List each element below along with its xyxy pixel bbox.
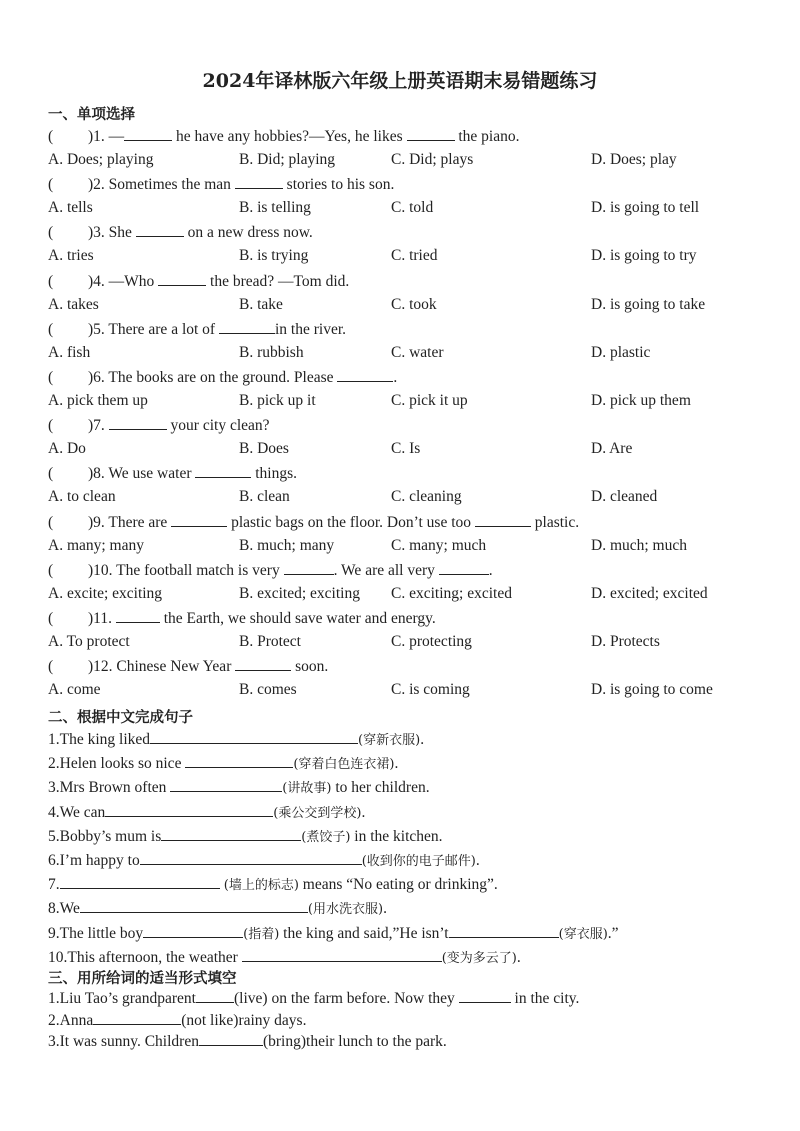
option-c[interactable]: C. pick it up <box>391 392 468 409</box>
answer-paren[interactable]: ( <box>48 272 54 290</box>
option-a[interactable]: A. takes <box>48 295 99 313</box>
answer-blank[interactable] <box>439 560 489 575</box>
answer-blank[interactable] <box>80 898 308 913</box>
answer-blank[interactable] <box>170 777 282 792</box>
question-stem <box>48 560 493 581</box>
option-a[interactable]: A. fish <box>48 343 91 361</box>
option-d[interactable]: D. Are <box>591 440 633 458</box>
answer-paren[interactable]: ( <box>48 128 54 145</box>
sentence-text: in the kitchen. <box>350 827 443 845</box>
sentence-text: . <box>394 755 399 773</box>
chinese-hint: (墙上的标志) <box>219 878 299 894</box>
sentence-text: . <box>383 900 387 918</box>
option-b[interactable]: B. comes <box>239 681 297 699</box>
question-text: )6. The books are on the ground. Please <box>88 369 338 386</box>
translate-sentence <box>48 729 424 751</box>
sentence-text: 5.Bobby’s mum is <box>48 827 162 845</box>
option-d[interactable]: D. cleaned <box>591 488 658 506</box>
answer-blank[interactable] <box>475 512 531 527</box>
option-d[interactable]: D. excited; excited <box>591 584 708 602</box>
answer-blank[interactable] <box>105 802 273 817</box>
answer-blank[interactable] <box>449 923 559 938</box>
page-title: 2024年译林版六年级上册英语期末易错题练习 <box>202 70 598 92</box>
option-d[interactable]: D. Does; play <box>591 151 677 168</box>
sentence-text: 6.I’m happy to <box>48 852 140 869</box>
sentence-text: 2.Helen looks so nice <box>48 755 186 773</box>
question-text: )5. There are a lot of <box>88 320 219 338</box>
option-a[interactable]: A. excite; exciting <box>48 584 163 602</box>
answer-blank[interactable] <box>109 415 167 430</box>
option-d[interactable]: D. much; much <box>591 536 687 554</box>
answer-blank[interactable] <box>407 126 455 141</box>
option-c[interactable]: C. tried <box>391 247 438 265</box>
translate-sentence <box>48 874 498 896</box>
option-b[interactable]: B. clean <box>239 488 290 506</box>
question-text: . <box>488 561 493 579</box>
question-text: . <box>393 369 398 386</box>
option-d[interactable]: D. is going to tell <box>591 199 700 217</box>
option-c[interactable]: C. cleaning <box>391 488 462 506</box>
answer-blank[interactable] <box>195 463 251 478</box>
sentence-text: (live) on the farm before. Now they <box>234 990 459 1007</box>
answer-paren[interactable]: ( <box>48 224 54 242</box>
question-text: stories to his son. <box>282 176 395 194</box>
translate-sentence <box>48 850 480 872</box>
answer-blank[interactable] <box>235 656 291 671</box>
answer-blank[interactable] <box>93 1010 181 1025</box>
sentence-text: 7. <box>48 876 60 894</box>
sentence-text: 8.We <box>48 900 80 918</box>
answer-paren[interactable]: ( <box>48 417 54 435</box>
option-a[interactable]: A. many; many <box>48 536 144 554</box>
sentence-text: . <box>361 803 366 821</box>
section-heading-translate: 二、根据中文完成句子 <box>48 709 193 726</box>
fill-sentence <box>48 988 579 1009</box>
question-text: plastic. <box>530 513 580 531</box>
answer-blank[interactable] <box>161 826 301 841</box>
option-b[interactable]: B. pick up it <box>239 392 316 409</box>
question-stem <box>48 656 328 677</box>
question-stem <box>48 608 436 629</box>
translate-sentence <box>48 802 365 824</box>
fill-sentence <box>48 1010 306 1031</box>
chinese-hint: (穿新衣服) <box>358 733 421 748</box>
option-c[interactable]: C. protecting <box>391 633 472 650</box>
sentence-text: 4.We can <box>48 803 106 821</box>
answer-blank[interactable] <box>459 988 511 1003</box>
option-d[interactable]: D. pick up them <box>591 392 691 409</box>
sentence-text: 3.It was sunny. Children <box>48 1033 199 1050</box>
question-text: plastic bags on the floor. Don’t use too <box>227 513 475 531</box>
answer-blank[interactable] <box>284 560 334 575</box>
chinese-hint: (指着) <box>243 926 280 942</box>
option-b[interactable]: B. rubbish <box>239 343 304 361</box>
question-text: )1. — <box>88 128 125 145</box>
answer-blank[interactable] <box>143 923 243 938</box>
option-a[interactable]: A. pick them up <box>48 392 148 409</box>
answer-blank[interactable] <box>235 174 283 189</box>
question-stem <box>48 174 394 195</box>
answer-blank[interactable] <box>337 367 393 382</box>
answer-blank[interactable] <box>116 608 160 623</box>
chinese-hint: (用水洗衣服) <box>307 902 384 918</box>
translate-sentence <box>48 826 443 848</box>
question-text: . We are all very <box>333 561 439 579</box>
fill-sentence <box>48 1031 447 1052</box>
sentence-text: 10.This afternoon, the weather <box>48 948 242 966</box>
question-text: soon. <box>291 658 329 676</box>
answer-blank[interactable] <box>219 319 275 334</box>
question-stem <box>48 463 297 484</box>
option-b[interactable]: B. Protect <box>239 633 301 650</box>
translate-sentence <box>48 898 387 920</box>
question-text: )11. <box>88 610 116 627</box>
chinese-hint: (乘公交到学校) <box>273 805 362 821</box>
question-text: )4. —Who <box>88 272 159 290</box>
question-stem <box>48 271 349 292</box>
question-text: the bread? —Tom did. <box>206 272 350 290</box>
option-c[interactable]: C. water <box>391 343 444 361</box>
sentence-text: the king and said,”He isn’t <box>279 924 449 942</box>
sentence-text: 1.Liu Tao’s grandparent <box>48 990 196 1007</box>
chinese-hint: (穿着白色连衣裙) <box>293 757 395 773</box>
question-text: )9. There are <box>88 513 172 531</box>
question-text: the piano. <box>454 128 520 145</box>
option-c[interactable]: C. Is <box>391 440 421 458</box>
answer-blank[interactable] <box>150 729 358 744</box>
question-text: in the river. <box>274 320 347 338</box>
answer-blank[interactable] <box>60 874 220 889</box>
option-a[interactable]: A. tries <box>48 247 94 265</box>
question-stem <box>48 512 579 533</box>
question-stem <box>48 126 520 147</box>
translate-sentence <box>48 923 619 945</box>
question-text: on a new dress now. <box>183 224 313 242</box>
question-text: the Earth, we should save water and energy. <box>159 610 436 627</box>
sentence-text: in the city. <box>510 990 580 1007</box>
option-c[interactable]: C. told <box>391 199 434 217</box>
sentence-text: . <box>475 852 480 869</box>
option-a[interactable]: A. to clean <box>48 488 116 506</box>
sentence-text: means “No eating or drinking”. <box>298 876 498 894</box>
sentence-text: . <box>516 948 521 966</box>
sentence-text: (not like)rainy days. <box>181 1011 307 1029</box>
question-stem <box>48 222 313 243</box>
option-c[interactable]: C. exciting; excited <box>391 584 512 602</box>
answer-blank[interactable] <box>124 126 172 141</box>
option-a[interactable]: A. Does; playing <box>48 151 154 168</box>
chinese-hint: (煮饺子) <box>301 829 351 845</box>
translate-sentence <box>48 753 398 775</box>
question-text: )7. <box>88 417 109 435</box>
answer-blank[interactable] <box>199 1031 263 1046</box>
question-text: )2. Sometimes the man <box>88 176 235 194</box>
option-d[interactable]: D. is going to take <box>591 295 706 313</box>
question-text: )3. She <box>88 224 136 242</box>
option-c[interactable]: C. many; much <box>391 536 487 554</box>
option-d[interactable]: D. plastic <box>591 343 651 361</box>
answer-paren[interactable]: ( <box>48 513 54 531</box>
question-text: he have any hobbies?—Yes, he likes <box>172 128 407 145</box>
question-stem <box>48 415 270 436</box>
sentence-text: 1.The king liked <box>48 731 151 748</box>
sentence-text: 3.Mrs Brown often <box>48 779 171 797</box>
answer-blank[interactable] <box>171 512 227 527</box>
answer-blank[interactable] <box>136 222 184 237</box>
answer-blank[interactable] <box>242 947 442 962</box>
answer-blank[interactable] <box>140 850 362 865</box>
answer-blank[interactable] <box>158 271 206 286</box>
option-b[interactable]: B. Did; playing <box>239 151 336 168</box>
sentence-text: to her children. <box>331 779 430 797</box>
option-a[interactable]: A. To protect <box>48 633 130 650</box>
question-text: things. <box>251 465 298 483</box>
option-d[interactable]: D. is going to come <box>591 681 713 699</box>
option-a[interactable]: A. come <box>48 681 101 699</box>
option-b[interactable]: B. excited; exciting <box>239 584 360 602</box>
answer-paren[interactable]: ( <box>48 465 54 483</box>
answer-paren[interactable]: ( <box>48 320 54 338</box>
sentence-text: . <box>420 731 425 748</box>
section-heading-choice: 一、单项选择 <box>48 106 135 123</box>
option-c[interactable]: C. is coming <box>391 681 470 699</box>
option-a[interactable]: A. tells <box>48 199 93 217</box>
option-a[interactable]: A. Do <box>48 440 86 458</box>
translate-sentence <box>48 947 521 969</box>
translate-sentence <box>48 777 430 799</box>
answer-blank[interactable] <box>196 988 234 1003</box>
question-text: )10. The football match is very <box>88 561 284 579</box>
question-stem <box>48 367 397 388</box>
question-stem <box>48 319 346 340</box>
answer-paren[interactable]: ( <box>48 176 54 194</box>
option-d[interactable]: D. is going to try <box>591 247 697 265</box>
section-heading-fill: 三、用所给词的适当形式填空 <box>48 970 237 987</box>
option-b[interactable]: B. take <box>239 295 283 313</box>
chinese-hint: (收到你的电子邮件) <box>361 854 476 869</box>
answer-paren[interactable]: ( <box>48 658 54 676</box>
sentence-text: (bring)their lunch to the park. <box>262 1033 447 1050</box>
option-c[interactable]: C. took <box>391 295 437 313</box>
option-b[interactable]: B. is telling <box>239 199 311 217</box>
chinese-hint: (变为多云了) <box>441 950 517 966</box>
answer-paren[interactable]: ( <box>48 369 54 386</box>
answer-blank[interactable] <box>185 753 293 768</box>
option-c[interactable]: C. Did; plays <box>391 151 474 168</box>
option-b[interactable]: B. is trying <box>239 247 309 265</box>
chinese-hint: (穿衣服) <box>558 926 608 942</box>
option-d[interactable]: D. Protects <box>591 633 660 650</box>
question-text: )8. We use water <box>88 465 196 483</box>
answer-paren[interactable]: ( <box>48 610 54 627</box>
sentence-text: 9.The little boy <box>48 924 144 942</box>
sentence-text: 2.Anna <box>48 1011 94 1029</box>
sentence-text: .” <box>607 924 619 942</box>
option-b[interactable]: B. much; many <box>239 536 335 554</box>
question-text: your city clean? <box>166 417 270 435</box>
answer-paren[interactable]: ( <box>48 561 54 579</box>
chinese-hint: (讲故事) <box>282 781 332 797</box>
option-b[interactable]: B. Does <box>239 440 289 458</box>
question-text: )12. Chinese New Year <box>88 658 236 676</box>
